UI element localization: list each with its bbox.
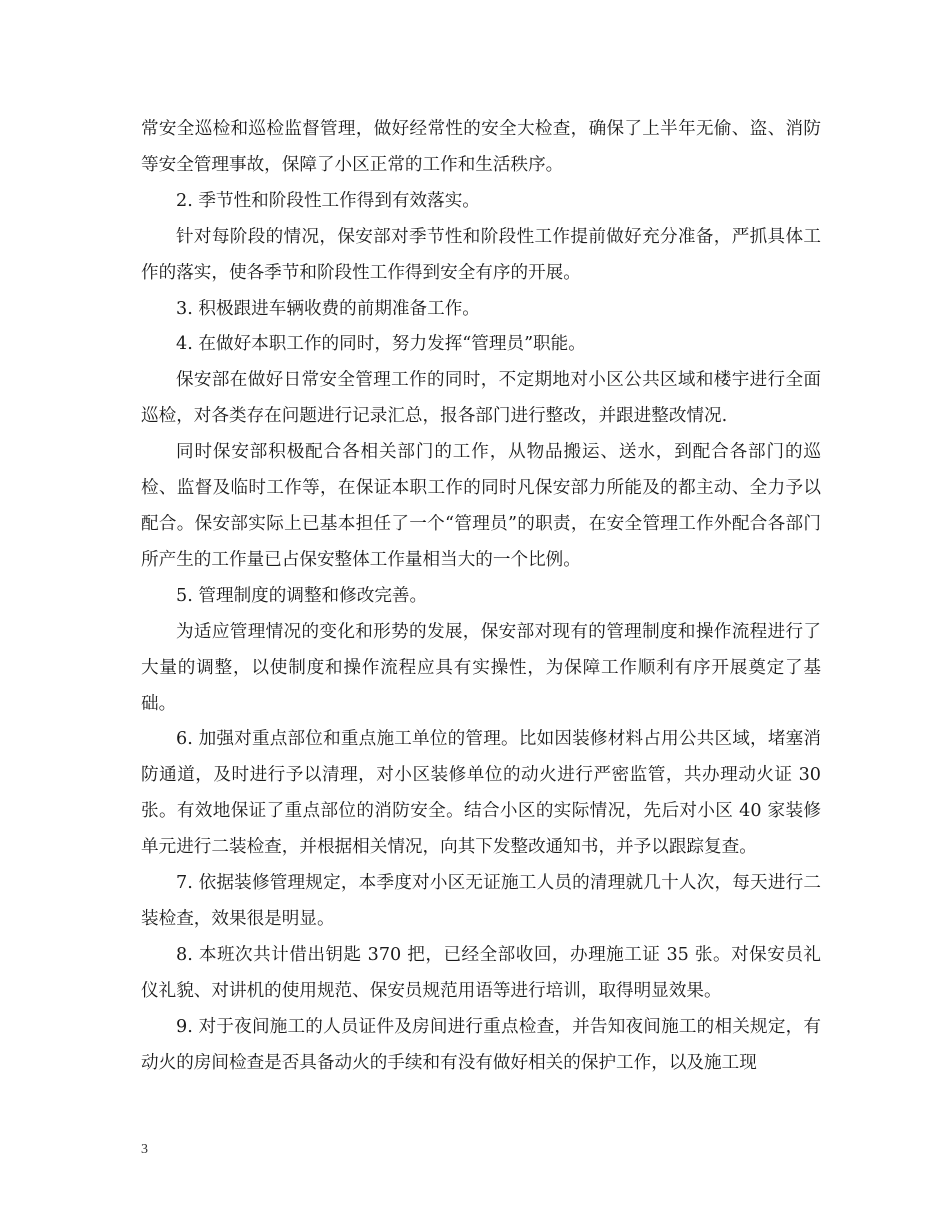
page-number: 3: [141, 1142, 148, 1157]
paragraph: 4. 在做好本职工作的同时，努力发挥“管理员”职能。: [176, 334, 586, 355]
paragraph: 5. 管理制度的调整和修改完善。: [176, 585, 428, 606]
paragraph: 2. 季节性和阶段性工作得到有效落实。: [176, 190, 480, 211]
document-body: [141, 112, 821, 1081]
paragraph: 保安部在做好日常安全管理工作的同时，不定期地对小区公共区域和楼宇进行全面巡检，对各类存在问题进行记录汇总，报各部门进行整改，并跟进整改情况.: [141, 370, 821, 427]
paragraph: 为适应管理情况的变化和形势的发展，保安部对现有的管理制度和操作流程进行了大量的调整，以使制度和操作流程应具有实操性，为保障工作顺利有序开展奠定了基础。: [141, 621, 821, 714]
paragraph: 7. 依据装修管理规定，本季度对小区无证施工人员的清理就几十人次，每天进行二装检查，效果很是明显。: [141, 873, 821, 929]
paragraph: 3. 积极跟进车辆收费的前期准备工作。: [176, 298, 480, 319]
paragraph: 同时保安部积极配合各相关部门的工作，从物品搬运、送水，到配合各部门的巡检、监督及临时工作等，在保证本职工作的同时凡保安部力所能及的都主动、全力予以配合。保安部实际上已基本担任了一个“管理员”的职责，在安全管理工作外配合各部门所产生的工作量已占保安整体工作量相当大的一个比例。: [141, 442, 821, 570]
paragraph: 常安全巡检和巡检监督管理，做好经常性的安全大检查，确保了上半年无偷、盗、消防等安全管理事故，保障了小区正常的工作和生活秩序。: [141, 119, 821, 175]
paragraph: 9. 对于夜间施工的人员证件及房间进行重点检查，并告知夜间施工的相关规定，有动火的房间检查是否具备动火的手续和有没有做好相关的保护工作，以及施工现: [141, 1016, 821, 1073]
paragraph: 针对每阶段的情况，保安部对季节性和阶段性工作提前做好充分准备，严抓具体工作的落实，使各季节和阶段性工作得到安全有序的开展。: [141, 226, 821, 283]
paragraph: 6. 加强对重点部位和重点施工单位的管理。比如因装修材料占用公共区域，堵塞消防通道，及时进行予以清理，对小区装修单位的动火进行严密监管，共办理动火证 30 张。有效地保证了重点部位的消防安全。结合小区的实际情况，先后对小区 40 家装修单元进行二装检查，并根据相关情况，向其下发整改通知书，并予以跟踪复查。: [141, 729, 821, 858]
paragraph: 8. 本班次共计借出钥匙 370 把，已经全部收回，办理施工证 35 张。对保安员礼仪礼貌、对讲机的使用规范、保安员规范用语等进行培训，取得明显效果。: [141, 944, 821, 1001]
